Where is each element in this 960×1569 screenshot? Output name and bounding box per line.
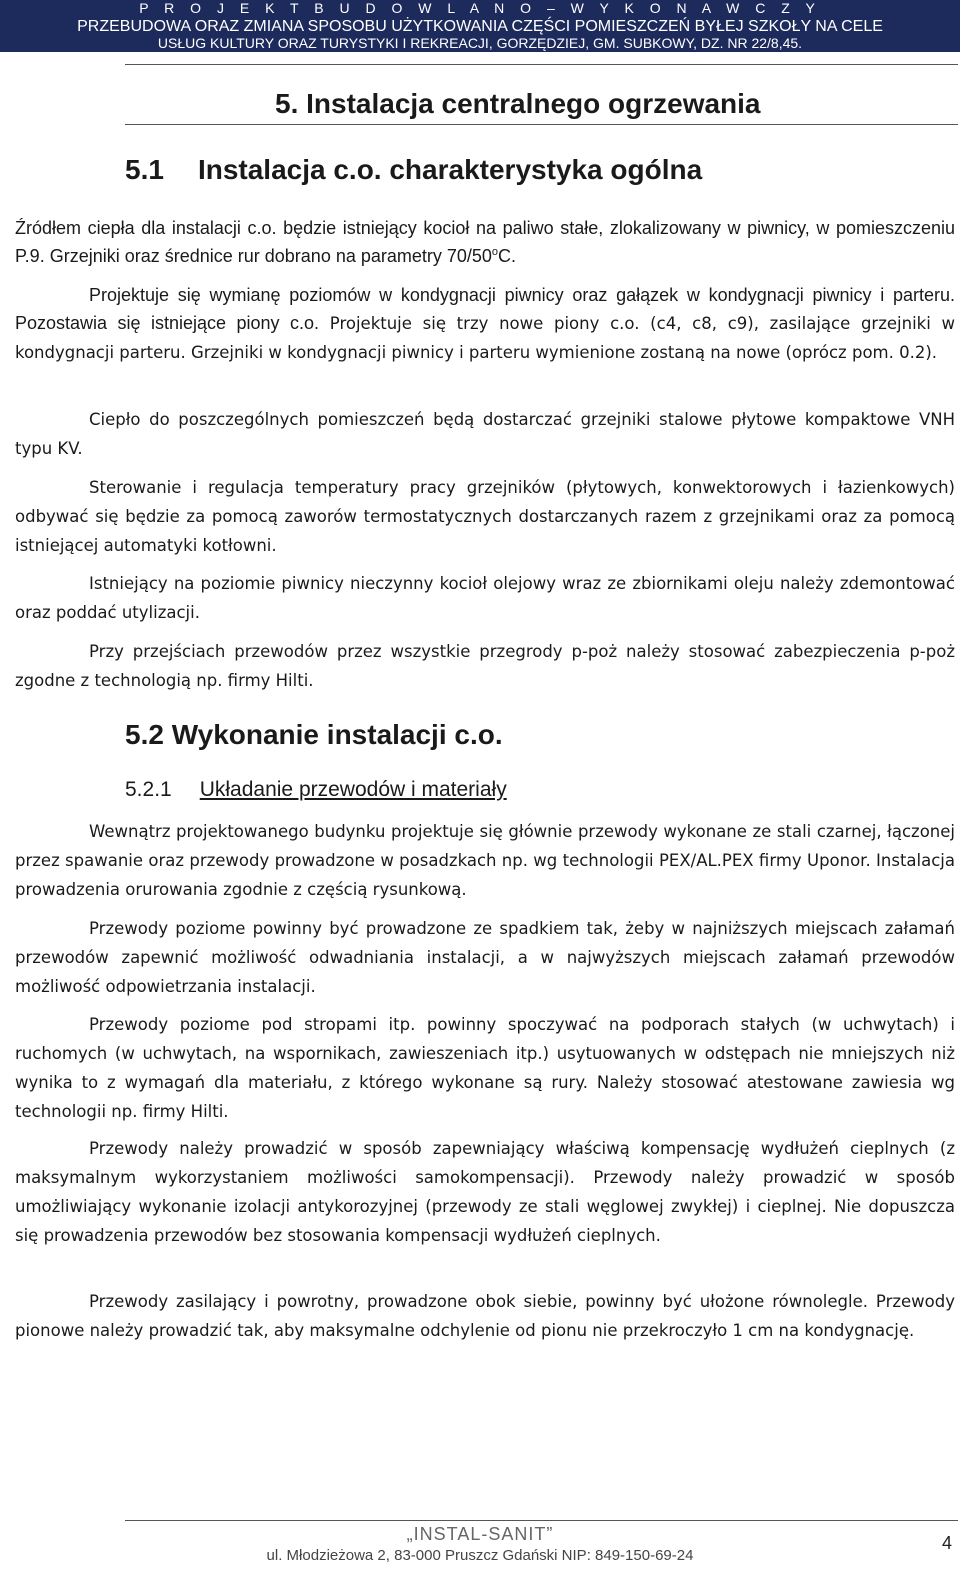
paragraph-oil-boiler: Istniejący na poziomie piwnicy nieczynny kocioł olejowy wraz ze zbiornikami oleju należy zdemontować oraz poddać utylizacji. bbox=[15, 574, 955, 622]
heading-number: 5.2.1 bbox=[125, 778, 172, 801]
header-title-line1: PRZEBUDOWA ORAZ ZMIANA SPOSOBU UŻYTKOWANIA CZĘŚCI POMIESZCZEŃ BYŁEJ SZKOŁY NA CELE bbox=[77, 18, 883, 35]
header-project-type: P R O J E K T B U D O W L A N O – W Y K O N A W C Z Y bbox=[139, 0, 821, 16]
heading-section-5-2-1 bbox=[125, 778, 507, 802]
document-header bbox=[0, 0, 960, 52]
paragraph-compensation: Przewody należy prowadzić w sposób zapewniający właściwą kompensację wydłużeń cieplnych (z maksymalnym wykorzystaniem możliwości samokompensacji). Przewody należy prowadzić w sposób umożliwiający wykonanie izolacji antykorozyjnej (przewody ze stali węglowej zwykłej) i cieplnej. Nie dopuszcza się prowadzenia przewodów bez stosowania kompensacji wydłużeń cieplnych. bbox=[15, 1139, 955, 1245]
page-number: 4 bbox=[941, 1533, 952, 1553]
paragraph-supports: Przewody poziome pod stropami itp. powinny spoczywać na podporach stałych (w uchwytach) i ruchomych (w uchwytach, na wspornikach, zawieszeniach itp.) usytuowanych w odstępach nie mniejszych niż wynika to z wymagań dla materiału, z którego wykonane są rury. Należy stosować atestowane zawiesia wg technologii np. firmy Hilti. bbox=[15, 1015, 955, 1121]
paragraph-temperature-control: Sterowanie i regulacja temperatury pracy grzejników (płytowych, konwektorowych i łazienkowych) odbywać się będzie za pomocą zaworów termostatycznych dostarczanych razem z grzejnikami oraz za pomocą istniejącej automatyki kotłowni. bbox=[15, 478, 955, 555]
paragraph-fire-protection: Przy przejściach przewodów przez wszystkie przegrody p-poż należy stosować zabezpieczenia p-poż zgodne z technologią np. firmy Hilti. bbox=[15, 642, 955, 690]
paragraph-pipe-materials: Wewnątrz projektowanego budynku projektuje się głównie przewody wykonane ze stali czarnej, łączonej przez spawanie oraz przewody prowadzone w posadzkach np. wg technologii PEX/AL.PEX firmy Uponor. Instalacja prowadzenia orurowania zgodnie z częścią rysunkową. bbox=[15, 822, 955, 899]
header-rule bbox=[125, 64, 958, 65]
heading-text: Układanie przewodów i materiały bbox=[199, 778, 507, 801]
header-title-line2: USŁUG KULTURY ORAZ TURYSTYKI I REKREACJI, GORZĘDZIEJ, GM. SUBKOWY, DZ. NR 22/8,45. bbox=[157, 35, 803, 51]
footer-company: „INSTAL-SANIT” bbox=[406, 1524, 554, 1544]
paragraph-parallel-routing: Przewody zasilający i powrotny, prowadzone obok siebie, powinny być ułożone równolegle. Przewody pionowe należy prowadzić tak, aby maksymalne odchylenie od pionu nie przekroczyło 1 cm na kondygnację. bbox=[15, 1292, 955, 1340]
paragraph-design-scope: Projektuje się wymianę poziomów w kondygnacji piwnicy oraz gałązek w kondygnacji piwnicy i parteru. Pozostawia się istniejące piony c.o. Projektuje się trzy nowe piony c.o. (c4, c8, c9), zasilające grzejniki w kondygnacji parteru. Grzejniki w kondygnacji piwnicy i parteru wymienione zostaną na nowe (oprócz pom. 0.2). bbox=[15, 285, 956, 362]
degree-superscript: o bbox=[491, 246, 499, 258]
heading-text: Instalacja c.o. charakterystyka ogólna bbox=[197, 154, 703, 185]
paragraph-heat-source: Źródłem ciepła dla instalacji c.o. będzie istniejący kocioł na paliwo stałe, zlokalizowany w piwnicy, w pomieszczeniu P.9. Grzejniki oraz średnice rur dobrano na parametry 70/50$^o$C. bbox=[15, 218, 955, 266]
heading-rule bbox=[125, 124, 958, 125]
footer-address: ul. Młodzieżowa 2, 83-000 Pruszcz Gdański NIP: 849-150-69-24 bbox=[266, 1547, 694, 1564]
heading-section-5: 5. Instalacja centralnego ogrzewania bbox=[275, 88, 761, 119]
footer-rule bbox=[125, 1520, 958, 1521]
heading-number: 5.1 bbox=[125, 154, 164, 185]
paragraph-slope: Przewody poziome powinny być prowadzone ze spadkiem tak, żeby w najniższych miejscach załamań przewodów zapewnić możliwość odwadniania instalacji, a w najwyższych miejscach załamań przewodów możliwość odpowietrzania instalacji. bbox=[15, 919, 955, 996]
paragraph-radiators: Ciepło do poszczególnych pomieszczeń będą dostarczać grzejniki stalowe płytowe kompaktowe VNH typu KV. bbox=[15, 410, 955, 458]
heading-section-5-2: 5.2 Wykonanie instalacji c.o. bbox=[125, 719, 503, 750]
heading-section-5-1 bbox=[125, 154, 702, 186]
